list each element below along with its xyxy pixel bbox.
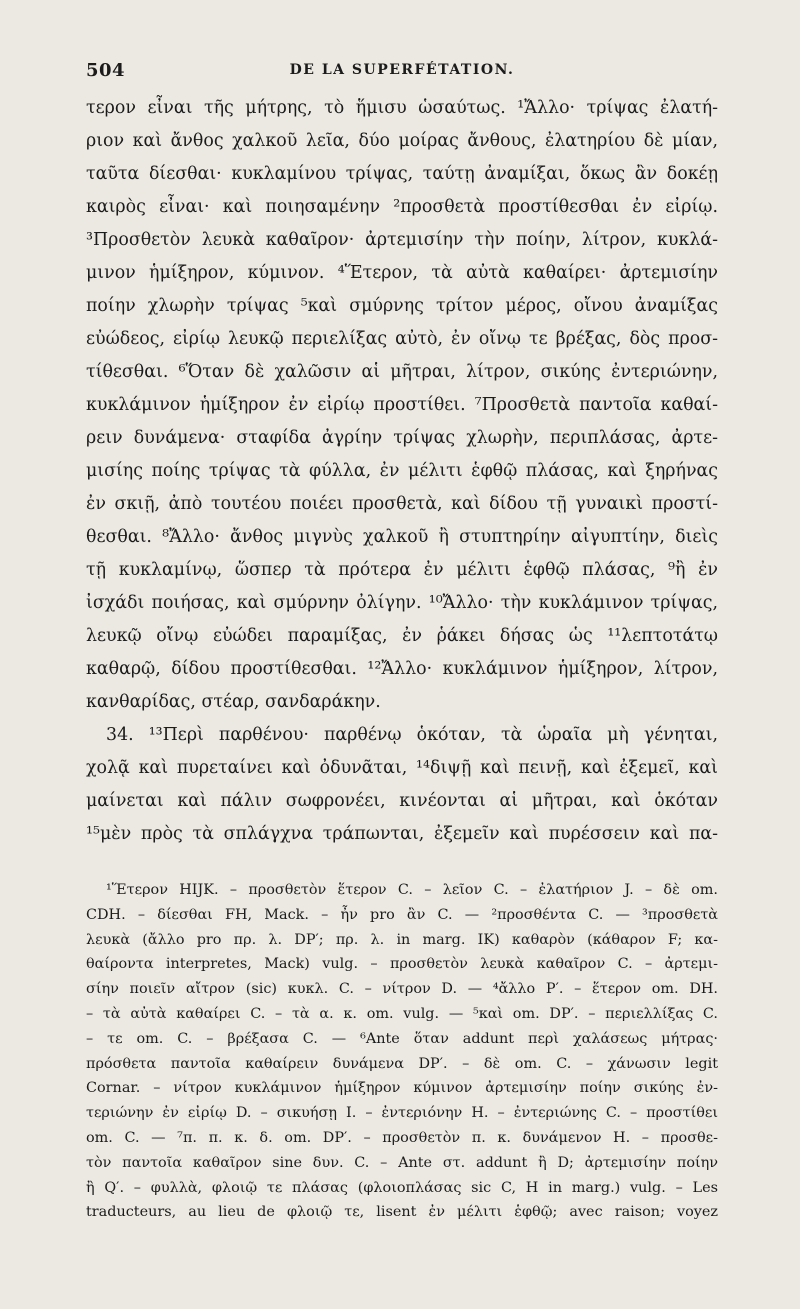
footnote-line: σίην ποιεῖν αἴτρον (sic) κυκλ. C. – νίτρον D. — ⁴ἄλλο P′. – ἕτερον om. DH. (86, 981, 718, 998)
text-line: ³Προσθετὸν λευκὰ καθαῖρον· ἀρτεμισίην τὴν ποίην, λίτρον, κυκλά- (86, 230, 718, 250)
footnote-line: Cornar. – νίτρον κυκλάμινον ἡμίξηρον κύμινον ἀρτεμισίην ποίην σικύης ἐν- (86, 1080, 718, 1097)
footnote-line: ¹Ἕτερον HIJK. – προσθετὸν ἕτερον C. – λεῖον C. – ἐλατήριον J. – δὲ om. (106, 882, 718, 898)
footnote-line: om. C. — ⁷π. π. κ. δ. om. DP′. – προσθετὸν π. κ. δυνάμενον H. – προσθε- (86, 1129, 718, 1146)
text-line: καιρὸς εἶναι· καὶ ποιησαμένην ²προσθετὰ προστίθεσθαι ἐν εἰρίῳ. (86, 197, 718, 217)
text-line: τίθεσθαι. ⁶Ὅταν δὲ χαλῶσιν αἱ μῆτραι, λίτρον, σικύης ἐντεριώνην, (86, 362, 718, 382)
text-line: μινον ἡμίξηρον, κύμινον. ⁴Ἕτερον, τὰ αὐτὰ καθαίρει· ἀρτεμισίην (86, 263, 718, 283)
text-line: μαίνεται καὶ πάλιν σωφρονέει, κινέονται αἱ μῆτραι, καὶ ὁκόταν (86, 791, 718, 811)
page-header (86, 60, 718, 84)
footnote-line: τὸν παντοῖα καθαῖρον sine δυν. C. – Ante στ. addunt ἢ D; ἀρτεμισίην ποίην (86, 1154, 718, 1171)
footnote-line: – τε om. C. – βρέξασα C. — ⁶Ante ὅταν addunt περὶ χαλάσεως μήτρας· (86, 1030, 718, 1047)
footnotes (86, 878, 718, 1225)
footnote-line: – τὰ αὐτὰ καθαίρει C. – τὰ α. κ. om. vulg. — ⁵καὶ om. DP′. – περιελλίξας C. (86, 1005, 718, 1022)
footnote-line: λευκὰ (ἄλλο pro πρ. λ. DP′; πρ. λ. in marg. IK) καθαρὸν (κάθαρον F; κα- (86, 931, 718, 948)
text-line: χολᾷ καὶ πυρεταίνει καὶ ὀδυνᾶται, ¹⁴διψῇ καὶ πεινῇ, καὶ ἐξεμεῖ, καὶ (86, 758, 718, 778)
footnote-line: traducteurs, au lieu de φλοιῷ τε, lisent ἐν μέλιτι ἑφθῷ; avec raison; voyez (86, 1204, 718, 1221)
text-line: θεσθαι. ⁸Ἄλλο· ἄνθος μιγνὺς χαλκοῦ ἢ στυπτηρίην αἰγυπτίην, διεὶς (86, 527, 718, 547)
footnote-line: θαίροντα interpretes, Mack) vulg. – προσθετὸν λευκὰ καθαῖρον C. – ἀρτεμι- (86, 956, 718, 973)
running-title: DE LA SUPERFÉTATION. (289, 62, 515, 78)
text-line: ταῦτα δίεσθαι· κυκλαμίνου τρίψας, ταύτῃ ἀναμίξαι, ὅκως ἂν δοκέῃ (86, 164, 718, 184)
text-line: κανθαρίδας, στέαρ, σανδαράκην. (86, 692, 381, 712)
text-line: κυκλάμινον ἡμίξηρον ἐν εἰρίῳ προστίθει. ⁷Προσθετὰ παντοῖα καθαί- (86, 395, 718, 415)
footnote-line: CDH. – δίεσθαι FH, Mack. – ἦν pro ἂν C. — ²προσθέντα C. — ³προσθετὰ (86, 906, 718, 923)
footnote-line: πρόσθετα παντοῖα καθαίρειν δυνάμενα DP′. – δὲ om. C. – χάνωσιν legit (86, 1055, 718, 1072)
text-line: ἐν σκιῇ, ἀπὸ τουτέου ποιέει προσθετὰ, καὶ δίδου τῇ γυναικὶ προστί- (86, 494, 718, 514)
text-line: ριον καὶ ἄνθος χαλκοῦ λεῖα, δύο μοίρας ἄνθους, ἐλατηρίου δὲ μίαν, (86, 131, 718, 151)
main-text (86, 92, 718, 851)
text-line: τῇ κυκλαμίνῳ, ὥσπερ τὰ πρότερα ἐν μέλιτι ἑφθῷ πλάσας, ⁹ἢ ἐν (86, 560, 718, 580)
text-line: καθαρῷ, δίδου προστίθεσθαι. ¹²Ἄλλο· κυκλάμινον ἡμίξηρον, λίτρον, (86, 659, 718, 679)
page-number: 504 (86, 60, 126, 81)
text-line: ρειν δυνάμενα· σταφίδα ἀγρίην τρίψας χλωρὴν, περιπλάσας, ἀρτε- (86, 428, 718, 448)
text-line: λευκῷ οἴνῳ εὐώδει παραμίξας, ἐν ῥάκει δήσας ὡς ¹¹λεπτοτάτῳ (86, 626, 718, 646)
text-line: ¹⁵μὲν πρὸς τὰ σπλάγχνα τράπωνται, ἐξεμεῖν καὶ πυρέσσειν καὶ πα- (86, 824, 718, 844)
text-line: μισίης ποίης τρίψας τὰ φύλλα, ἐν μέλιτι ἑφθῷ πλάσας, καὶ ξηρήνας (86, 461, 718, 481)
text-line: τερον εἶναι τῆς μήτρης, τὸ ἥμισυ ὡσαύτως. ¹Ἄλλο· τρίψας ἐλατή- (86, 98, 718, 118)
text-line: εὐώδεος, εἰρίῳ λευκῷ περιελίξας αὐτὸ, ἐν οἴνῳ τε βρέξας, δὸς προσ- (86, 329, 718, 349)
text-line: ποίην χλωρὴν τρίψας ⁵καὶ σμύρνης τρίτον μέρος, οἴνου ἀναμίξας (86, 296, 718, 316)
text-line: ἰσχάδι ποιήσας, καὶ σμύρνην ὀλίγην. ¹⁰Ἄλλο· τὴν κυκλάμινον τρίψας, (86, 593, 718, 613)
footnote-line: τεριώνην ἐν εἰρίῳ D. – σικυήσῃ I. – ἐντεριόνην H. – ἐντεριώνης C. – προστίθει (86, 1105, 718, 1122)
footnote-line: ἢ Q′. – φυλλὰ, φλοιῷ τε πλάσας (φλοιοπλάσας sic C, H in marg.) vulg. – Les (86, 1179, 718, 1196)
text-line: 34. ¹³Περὶ παρθένου· παρθένῳ ὁκόταν, τὰ ὡραῖα μὴ γένηται, (106, 725, 718, 745)
